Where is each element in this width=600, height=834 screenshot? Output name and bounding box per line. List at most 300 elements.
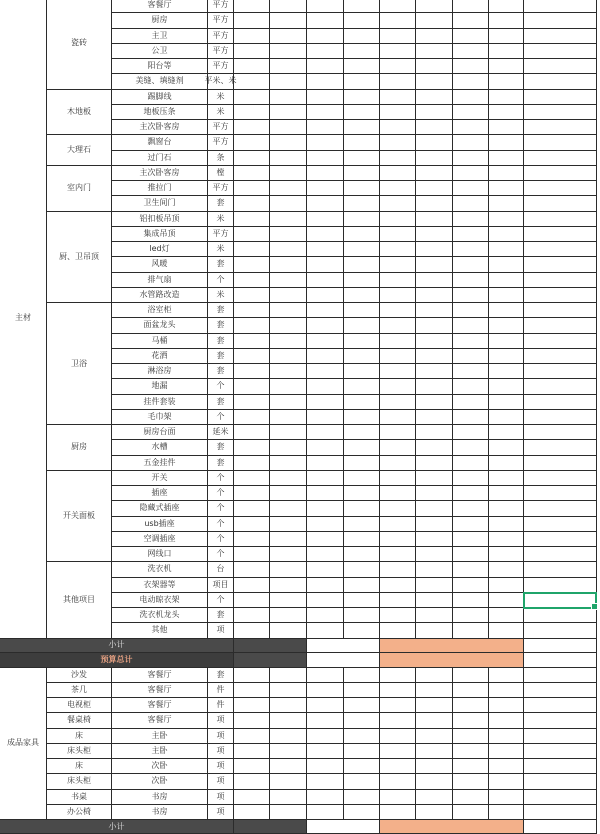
sheet-cell[interactable]	[344, 166, 380, 181]
sheet-cell[interactable]	[234, 349, 270, 364]
sheet-cell[interactable]	[416, 501, 453, 516]
sheet-cell[interactable]	[489, 471, 524, 486]
item-name-cell[interactable]: 排气扇	[112, 273, 208, 288]
subtotal-label-cell[interactable]: 小计	[0, 820, 234, 834]
sheet-cell[interactable]	[270, 759, 307, 774]
item-name-cell[interactable]: 淋浴房	[112, 364, 208, 379]
sheet-cell[interactable]	[524, 273, 597, 288]
sheet-cell[interactable]	[489, 501, 524, 516]
sheet-cell[interactable]	[380, 135, 416, 150]
unit-cell[interactable]: 平方	[208, 59, 234, 74]
sheet-cell[interactable]	[270, 501, 307, 516]
sheet-cell[interactable]	[524, 425, 597, 440]
sheet-cell[interactable]	[270, 395, 307, 410]
sheet-cell[interactable]	[344, 318, 380, 333]
item-name-cell[interactable]: 花洒	[112, 349, 208, 364]
sheet-cell[interactable]	[270, 242, 307, 257]
sheet-cell[interactable]	[270, 713, 307, 728]
sheet-cell[interactable]	[416, 74, 453, 89]
item-name-cell[interactable]: 毛巾架	[112, 410, 208, 425]
sheet-cell[interactable]	[344, 501, 380, 516]
sheet-cell[interactable]	[344, 623, 380, 638]
unit-cell[interactable]: 台	[208, 562, 234, 577]
unit-cell[interactable]: 项	[208, 744, 234, 759]
sheet-cell[interactable]	[270, 456, 307, 471]
sheet-cell[interactable]	[489, 318, 524, 333]
sheet-cell[interactable]	[453, 196, 489, 211]
sheet-cell[interactable]	[270, 364, 307, 379]
sheet-cell[interactable]	[380, 242, 416, 257]
sheet-cell[interactable]	[234, 759, 270, 774]
unit-cell[interactable]: 个	[208, 273, 234, 288]
sheet-cell[interactable]	[380, 698, 416, 713]
item-name-cell[interactable]: 洗衣机龙头	[112, 608, 208, 623]
sheet-cell[interactable]	[234, 273, 270, 288]
sheet-cell[interactable]	[307, 318, 344, 333]
item-name-cell[interactable]: 电动晾衣架	[112, 593, 208, 608]
sheet-cell[interactable]	[380, 759, 416, 774]
sheet-cell[interactable]	[453, 395, 489, 410]
sheet-cell[interactable]	[416, 212, 453, 227]
sheet-cell[interactable]	[416, 227, 453, 242]
sheet-cell[interactable]	[270, 729, 307, 744]
sheet-cell[interactable]	[307, 668, 344, 683]
sheet-cell[interactable]	[270, 257, 307, 272]
sheet-cell[interactable]	[489, 532, 524, 547]
sheet-cell[interactable]	[416, 105, 453, 120]
room-cell[interactable]: 客餐厅	[112, 698, 208, 713]
sheet-cell[interactable]	[453, 578, 489, 593]
sheet-cell[interactable]	[234, 0, 270, 13]
sheet-cell[interactable]	[270, 74, 307, 89]
sheet-cell[interactable]	[234, 29, 270, 44]
sheet-cell[interactable]	[270, 410, 307, 425]
sheet-cell[interactable]	[524, 0, 597, 13]
sheet-cell[interactable]	[524, 303, 597, 318]
sheet-cell[interactable]	[270, 29, 307, 44]
sheet-cell[interactable]	[307, 242, 344, 257]
sheet-cell[interactable]	[380, 562, 416, 577]
sheet-cell[interactable]	[380, 713, 416, 728]
sheet-cell[interactable]	[453, 379, 489, 394]
unit-cell[interactable]: 套	[208, 349, 234, 364]
sheet-cell[interactable]	[270, 517, 307, 532]
furniture-item-cell[interactable]: 书桌	[47, 790, 112, 805]
sheet-cell[interactable]	[270, 698, 307, 713]
item-name-cell[interactable]: 飘窗台	[112, 135, 208, 150]
sheet-cell[interactable]	[453, 74, 489, 89]
sheet-cell[interactable]	[416, 425, 453, 440]
sheet-cell[interactable]	[416, 288, 453, 303]
sheet-cell[interactable]	[270, 532, 307, 547]
sheet-cell[interactable]	[380, 744, 416, 759]
sheet-cell[interactable]	[489, 456, 524, 471]
sheet-cell[interactable]	[344, 395, 380, 410]
sheet-cell[interactable]	[307, 623, 344, 638]
sheet-cell[interactable]	[489, 227, 524, 242]
sheet-cell[interactable]	[270, 805, 307, 820]
subtotal-amount-cell[interactable]	[380, 820, 524, 834]
sheet-cell[interactable]	[453, 13, 489, 28]
sheet-cell[interactable]	[380, 683, 416, 698]
sheet-cell[interactable]	[380, 425, 416, 440]
sheet-cell[interactable]	[489, 29, 524, 44]
furniture-item-cell[interactable]: 电视柜	[47, 698, 112, 713]
furniture-item-cell[interactable]: 床头柜	[47, 774, 112, 789]
sheet-cell[interactable]	[234, 303, 270, 318]
sheet-cell[interactable]	[270, 425, 307, 440]
sheet-cell[interactable]	[524, 105, 597, 120]
unit-cell[interactable]: 套	[208, 456, 234, 471]
sheet-cell[interactable]	[344, 547, 380, 562]
unit-cell[interactable]: 项	[208, 790, 234, 805]
sheet-cell[interactable]	[524, 318, 597, 333]
sheet-cell[interactable]	[524, 744, 597, 759]
sheet-cell[interactable]	[344, 805, 380, 820]
unit-cell[interactable]: 个	[208, 379, 234, 394]
budget-total-label-cell[interactable]: 预算总计	[0, 653, 234, 668]
sheet-cell[interactable]	[344, 410, 380, 425]
sheet-cell[interactable]	[307, 227, 344, 242]
furniture-item-cell[interactable]: 床头柜	[47, 744, 112, 759]
sheet-cell[interactable]	[380, 668, 416, 683]
furniture-item-cell[interactable]: 沙发	[47, 668, 112, 683]
sheet-cell[interactable]	[344, 562, 380, 577]
sheet-cell[interactable]	[307, 135, 344, 150]
sheet-cell[interactable]	[234, 698, 270, 713]
sheet-cell[interactable]	[307, 105, 344, 120]
budget-total-cell[interactable]	[234, 653, 307, 668]
sheet-cell[interactable]	[234, 729, 270, 744]
sheet-cell[interactable]	[453, 227, 489, 242]
sheet-cell[interactable]	[234, 212, 270, 227]
active-cell-selection[interactable]	[523, 592, 597, 609]
sheet-cell[interactable]	[270, 349, 307, 364]
sheet-cell[interactable]	[344, 120, 380, 135]
sheet-cell[interactable]	[489, 242, 524, 257]
sheet-cell[interactable]	[234, 120, 270, 135]
sheet-cell[interactable]	[380, 790, 416, 805]
unit-cell[interactable]: 项	[208, 729, 234, 744]
sheet-cell[interactable]	[234, 578, 270, 593]
sheet-cell[interactable]	[380, 593, 416, 608]
sheet-cell[interactable]	[307, 166, 344, 181]
room-cell[interactable]: 主卧	[112, 744, 208, 759]
sheet-cell[interactable]	[234, 395, 270, 410]
unit-cell[interactable]: 平方	[208, 29, 234, 44]
sheet-cell[interactable]	[524, 486, 597, 501]
sheet-cell[interactable]	[416, 29, 453, 44]
sheet-cell[interactable]	[344, 227, 380, 242]
sheet-cell[interactable]	[344, 349, 380, 364]
sheet-cell[interactable]	[234, 713, 270, 728]
sheet-cell[interactable]	[524, 623, 597, 638]
sheet-cell[interactable]	[453, 501, 489, 516]
sheet-cell[interactable]	[344, 288, 380, 303]
sheet-cell[interactable]	[489, 729, 524, 744]
sheet-cell[interactable]	[270, 379, 307, 394]
sheet-cell[interactable]	[234, 196, 270, 211]
sheet-cell[interactable]	[270, 318, 307, 333]
sheet-cell[interactable]	[380, 227, 416, 242]
sheet-cell[interactable]	[380, 196, 416, 211]
sheet-cell[interactable]	[344, 105, 380, 120]
sheet-cell[interactable]	[234, 562, 270, 577]
sheet-cell[interactable]	[524, 456, 597, 471]
item-name-cell[interactable]: 浴室柜	[112, 303, 208, 318]
sheet-cell[interactable]	[380, 547, 416, 562]
sheet-cell[interactable]	[416, 59, 453, 74]
sheet-cell[interactable]	[453, 790, 489, 805]
sheet-cell[interactable]	[270, 90, 307, 105]
sheet-cell[interactable]	[307, 29, 344, 44]
sheet-cell[interactable]	[416, 547, 453, 562]
item-name-cell[interactable]: 水管路改造	[112, 288, 208, 303]
sheet-cell[interactable]	[380, 349, 416, 364]
sheet-cell[interactable]	[307, 698, 344, 713]
sheet-cell[interactable]	[453, 318, 489, 333]
sheet-cell[interactable]	[524, 257, 597, 272]
sheet-cell[interactable]	[489, 713, 524, 728]
sheet-cell[interactable]	[453, 181, 489, 196]
sheet-cell[interactable]	[307, 805, 344, 820]
sheet-cell[interactable]	[380, 501, 416, 516]
subtotal-cell[interactable]	[234, 820, 307, 834]
item-name-cell[interactable]: 水槽	[112, 440, 208, 455]
sheet-cell[interactable]	[453, 759, 489, 774]
sheet-cell[interactable]	[380, 29, 416, 44]
sheet-cell[interactable]	[344, 729, 380, 744]
sheet-cell[interactable]	[416, 90, 453, 105]
sheet-cell[interactable]	[234, 227, 270, 242]
sheet-cell[interactable]	[344, 257, 380, 272]
sheet-cell[interactable]	[270, 608, 307, 623]
budget-total-cell[interactable]	[307, 653, 380, 668]
sheet-cell[interactable]	[380, 0, 416, 13]
sheet-cell[interactable]	[234, 790, 270, 805]
sheet-cell[interactable]	[489, 303, 524, 318]
sheet-cell[interactable]	[234, 334, 270, 349]
sheet-cell[interactable]	[416, 608, 453, 623]
sheet-cell[interactable]	[270, 151, 307, 166]
sheet-cell[interactable]	[489, 410, 524, 425]
sheet-cell[interactable]	[234, 471, 270, 486]
sheet-cell[interactable]	[453, 212, 489, 227]
sheet-cell[interactable]	[380, 334, 416, 349]
group-name-cell[interactable]: 瓷砖	[47, 0, 112, 90]
sheet-cell[interactable]	[416, 744, 453, 759]
sheet-cell[interactable]	[307, 151, 344, 166]
unit-cell[interactable]: 个	[208, 501, 234, 516]
sheet-cell[interactable]	[489, 698, 524, 713]
item-name-cell[interactable]: 阳台等	[112, 59, 208, 74]
sheet-cell[interactable]	[416, 471, 453, 486]
sheet-cell[interactable]	[270, 790, 307, 805]
sheet-cell[interactable]	[524, 608, 597, 623]
sheet-cell[interactable]	[234, 593, 270, 608]
item-name-cell[interactable]: 推拉门	[112, 181, 208, 196]
sheet-cell[interactable]	[380, 774, 416, 789]
item-name-cell[interactable]: 隐藏式插座	[112, 501, 208, 516]
sheet-cell[interactable]	[416, 410, 453, 425]
sheet-cell[interactable]	[307, 501, 344, 516]
sheet-cell[interactable]	[416, 379, 453, 394]
sheet-cell[interactable]	[489, 486, 524, 501]
sheet-cell[interactable]	[524, 227, 597, 242]
sheet-cell[interactable]	[416, 166, 453, 181]
sheet-cell[interactable]	[270, 181, 307, 196]
sheet-cell[interactable]	[380, 105, 416, 120]
sheet-cell[interactable]	[234, 440, 270, 455]
sheet-cell[interactable]	[453, 90, 489, 105]
sheet-cell[interactable]	[524, 59, 597, 74]
sheet-cell[interactable]	[489, 273, 524, 288]
section-label-cell[interactable]: 主材	[0, 0, 47, 639]
subtotal-cell[interactable]	[307, 639, 380, 653]
sheet-cell[interactable]	[270, 166, 307, 181]
item-name-cell[interactable]: 空调插座	[112, 532, 208, 547]
subtotal-cell[interactable]	[234, 639, 307, 653]
sheet-cell[interactable]	[307, 181, 344, 196]
sheet-cell[interactable]	[489, 120, 524, 135]
sheet-cell[interactable]	[416, 349, 453, 364]
item-name-cell[interactable]: 风暖	[112, 257, 208, 272]
sheet-cell[interactable]	[270, 774, 307, 789]
unit-cell[interactable]: 米	[208, 242, 234, 257]
room-cell[interactable]: 书房	[112, 790, 208, 805]
group-name-cell[interactable]: 厨、卫吊顶	[47, 212, 112, 304]
sheet-cell[interactable]	[307, 562, 344, 577]
sheet-cell[interactable]	[416, 395, 453, 410]
sheet-cell[interactable]	[270, 668, 307, 683]
sheet-cell[interactable]	[489, 547, 524, 562]
sheet-cell[interactable]	[344, 196, 380, 211]
sheet-cell[interactable]	[234, 379, 270, 394]
sheet-cell[interactable]	[344, 151, 380, 166]
sheet-cell[interactable]	[307, 425, 344, 440]
sheet-cell[interactable]	[307, 334, 344, 349]
sheet-cell[interactable]	[380, 379, 416, 394]
sheet-cell[interactable]	[270, 120, 307, 135]
sheet-cell[interactable]	[489, 517, 524, 532]
sheet-cell[interactable]	[416, 257, 453, 272]
sheet-cell[interactable]	[380, 364, 416, 379]
sheet-cell[interactable]	[416, 273, 453, 288]
sheet-cell[interactable]	[344, 532, 380, 547]
subtotal-cell[interactable]	[307, 820, 380, 834]
sheet-cell[interactable]	[524, 790, 597, 805]
sheet-cell[interactable]	[234, 623, 270, 638]
sheet-cell[interactable]	[270, 0, 307, 13]
sheet-cell[interactable]	[307, 790, 344, 805]
sheet-cell[interactable]	[453, 744, 489, 759]
sheet-cell[interactable]	[270, 547, 307, 562]
sheet-cell[interactable]	[307, 729, 344, 744]
sheet-cell[interactable]	[380, 623, 416, 638]
sheet-cell[interactable]	[453, 517, 489, 532]
sheet-cell[interactable]	[307, 683, 344, 698]
sheet-cell[interactable]	[344, 364, 380, 379]
sheet-cell[interactable]	[489, 105, 524, 120]
sheet-cell[interactable]	[453, 120, 489, 135]
sheet-cell[interactable]	[524, 379, 597, 394]
sheet-cell[interactable]	[307, 349, 344, 364]
item-name-cell[interactable]: 马桶	[112, 334, 208, 349]
sheet-cell[interactable]	[453, 532, 489, 547]
sheet-cell[interactable]	[453, 288, 489, 303]
item-name-cell[interactable]: 挂件套装	[112, 395, 208, 410]
unit-cell[interactable]: 件	[208, 698, 234, 713]
sheet-cell[interactable]	[344, 608, 380, 623]
unit-cell[interactable]: 套	[208, 257, 234, 272]
sheet-cell[interactable]	[524, 135, 597, 150]
unit-cell[interactable]: 个	[208, 471, 234, 486]
unit-cell[interactable]: 平米、米	[208, 74, 234, 89]
sheet-cell[interactable]	[524, 578, 597, 593]
sheet-cell[interactable]	[453, 471, 489, 486]
sheet-cell[interactable]	[453, 303, 489, 318]
sheet-cell[interactable]	[234, 135, 270, 150]
sheet-cell[interactable]	[524, 13, 597, 28]
item-name-cell[interactable]: 铝扣板吊顶	[112, 212, 208, 227]
unit-cell[interactable]: 项	[208, 805, 234, 820]
sheet-cell[interactable]	[234, 547, 270, 562]
sheet-cell[interactable]	[307, 257, 344, 272]
sheet-cell[interactable]	[234, 608, 270, 623]
sheet-cell[interactable]	[453, 608, 489, 623]
sheet-cell[interactable]	[453, 59, 489, 74]
sheet-cell[interactable]	[270, 623, 307, 638]
sheet-cell[interactable]	[489, 668, 524, 683]
sheet-cell[interactable]	[416, 623, 453, 638]
item-name-cell[interactable]: usb插座	[112, 517, 208, 532]
unit-cell[interactable]: 米	[208, 105, 234, 120]
unit-cell[interactable]: 个	[208, 517, 234, 532]
sheet-cell[interactable]	[489, 0, 524, 13]
unit-cell[interactable]: 套	[208, 668, 234, 683]
subtotal-cell[interactable]	[524, 820, 597, 834]
sheet-cell[interactable]	[416, 242, 453, 257]
sheet-cell[interactable]	[234, 425, 270, 440]
sheet-cell[interactable]	[453, 713, 489, 728]
sheet-cell[interactable]	[380, 288, 416, 303]
sheet-cell[interactable]	[380, 166, 416, 181]
sheet-cell[interactable]	[489, 805, 524, 820]
sheet-cell[interactable]	[453, 334, 489, 349]
sheet-cell[interactable]	[524, 196, 597, 211]
sheet-cell[interactable]	[344, 425, 380, 440]
sheet-cell[interactable]	[344, 242, 380, 257]
sheet-cell[interactable]	[380, 410, 416, 425]
unit-cell[interactable]: 平方	[208, 13, 234, 28]
sheet-cell[interactable]	[270, 135, 307, 150]
sheet-cell[interactable]	[270, 227, 307, 242]
sheet-cell[interactable]	[344, 135, 380, 150]
sheet-cell[interactable]	[270, 44, 307, 59]
sheet-cell[interactable]	[489, 90, 524, 105]
item-name-cell[interactable]: 地漏	[112, 379, 208, 394]
sheet-cell[interactable]	[489, 44, 524, 59]
item-name-cell[interactable]: 踢脚线	[112, 90, 208, 105]
item-name-cell[interactable]: 厨房台面	[112, 425, 208, 440]
sheet-cell[interactable]	[380, 74, 416, 89]
sheet-cell[interactable]	[307, 379, 344, 394]
item-name-cell[interactable]: led灯	[112, 242, 208, 257]
sheet-cell[interactable]	[270, 562, 307, 577]
sheet-cell[interactable]	[524, 120, 597, 135]
sheet-cell[interactable]	[270, 683, 307, 698]
room-cell[interactable]: 客餐厅	[112, 713, 208, 728]
